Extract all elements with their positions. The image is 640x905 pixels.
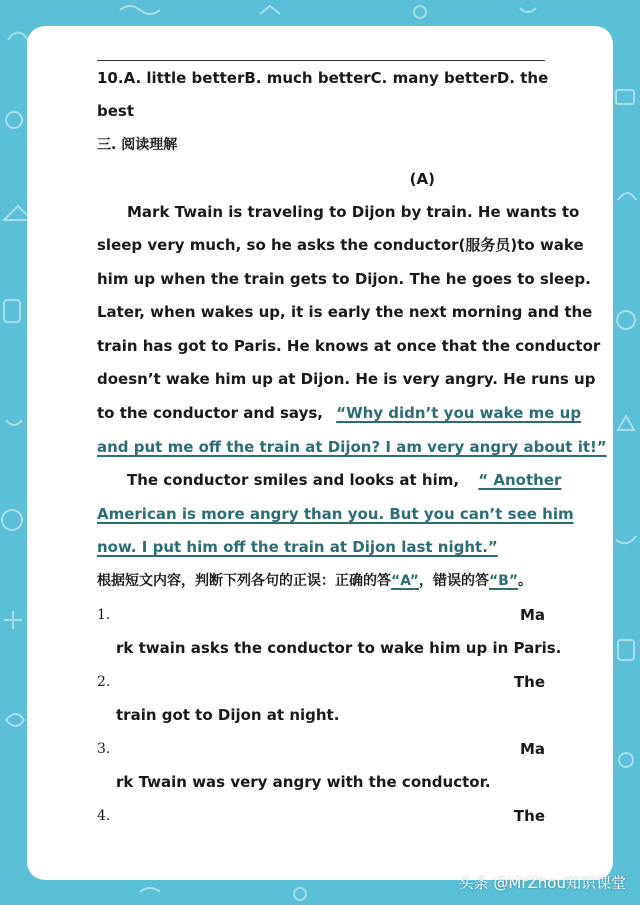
quote-american: American is more angry than you. But you can’t see him [97, 505, 574, 523]
passage-line-10 [97, 502, 574, 526]
instruction-answer-b: “B” [488, 573, 519, 589]
option-a: 10.A. little better [97, 69, 245, 87]
question-1 [97, 603, 545, 627]
passage-line-6: doesn’t wake him up at Dijon. He is very angry. He runs up [97, 370, 596, 388]
passage-line-3: him up when the train gets to Dijon. The he goes to sleep. [97, 270, 591, 288]
question-2-text: train got to Dijon at night. [116, 706, 340, 724]
instruction-answer-a: “A” [391, 573, 419, 589]
top-rule [97, 60, 545, 61]
passage-line-1-text: Mark Twain is traveling to Dijon by train. He wants to [127, 203, 580, 221]
passage-line-8 [97, 435, 607, 459]
instruction-part2: ，错误的答 [418, 573, 489, 589]
option-b: B. much better [244, 69, 371, 87]
passage-line-7 [97, 401, 582, 425]
question-4-number: 4. [97, 808, 111, 824]
line7-prefix: to the conductor and says, [97, 404, 323, 422]
question-3-text: rk Twain was very angry with the conductor. [116, 773, 491, 791]
question-2-head: The [513, 673, 545, 691]
option-c: C. many better [370, 69, 497, 87]
question-1-text: rk twain asks the conductor to wake him up in Paris. [116, 639, 562, 657]
question-3 [97, 737, 545, 761]
question-1-number: 1. [97, 607, 111, 623]
question-1-head: Ma [519, 606, 545, 624]
quote-put-him-off: now. I put him off the train at Dijon last night.” [97, 538, 498, 556]
question-3-head: Ma [519, 740, 545, 758]
option-d-continued: best [97, 102, 135, 120]
question-3-number: 3. [97, 741, 111, 757]
question-2-number: 2. [97, 674, 111, 690]
quote-put-me-off: and put me off the train at Dijon? I am very angry about it!” [97, 438, 607, 456]
watermark: 头条 @MrZhou知识课堂 [458, 874, 626, 892]
passage-line-9 [97, 468, 562, 492]
passage-line-11 [97, 535, 545, 559]
instruction-part3: 。 [518, 573, 533, 589]
section-title: 三. 阅读理解 [97, 137, 178, 153]
passage-line-5: train has got to Paris. He knows at once that the conductor [97, 337, 601, 355]
option-d: D. the [496, 69, 549, 87]
passage-line-2: sleep very much, so he asks the conductor(服务员)to wake [97, 236, 584, 254]
question-2 [97, 670, 545, 694]
line9-prefix: The conductor smiles and looks at him, [127, 471, 460, 489]
q10-options [97, 66, 549, 90]
quote-why-didnt: “Why didn’t you wake me up [336, 404, 582, 422]
question-4-head: The [513, 807, 545, 825]
passage-line-1 [97, 200, 580, 224]
passage-line-4: Later, when wakes up, it is early the next morning and the [97, 303, 593, 321]
question-4 [97, 804, 545, 828]
quote-another: “ Another [478, 471, 562, 489]
passage-label: (A) [409, 170, 435, 188]
instruction-part1: 根据短文内容，判断下列各句的正误：正确的答 [97, 573, 391, 589]
instruction [97, 569, 545, 593]
